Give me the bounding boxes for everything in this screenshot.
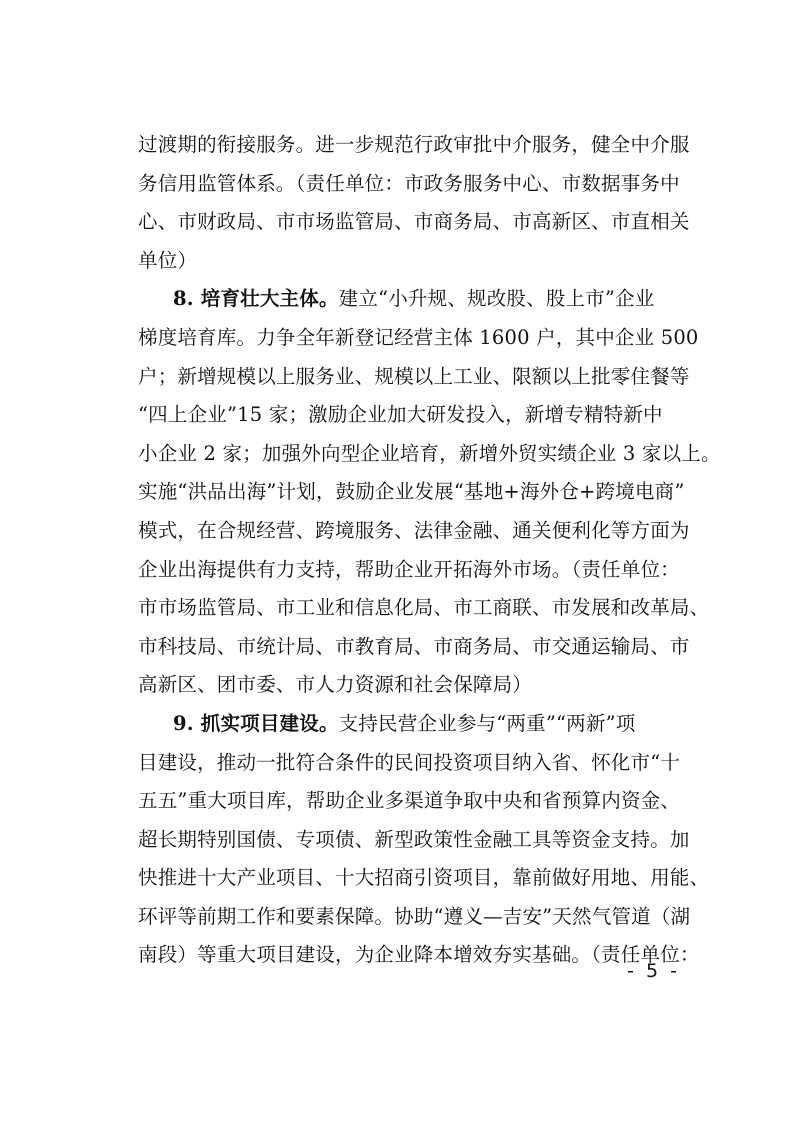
text-line: 高新区、团市委、市人力资源和社会保障局） <box>138 673 533 697</box>
page-number: - 5 - <box>627 960 680 982</box>
text-line: 务信用监管体系。（责任单位：市政务服务中心、市数据事务中 <box>138 171 680 195</box>
document-body <box>138 126 721 975</box>
text-line: “四上企业”15 家；激励企业加大研发投入，新增专精特新中 <box>138 403 663 427</box>
text-line: 户；新增规模以上服务业、规模以上工业、限额以上批零住餐等 <box>138 364 690 388</box>
text-line: 心、市财政局、市市场监管局、市商务局、市高新区、市直相关 <box>138 210 690 234</box>
text-line: 模式，在合规经营、跨境服务、法律金融、通关便利化等方面为 <box>138 518 690 542</box>
section-9-first-line <box>138 705 658 744</box>
section-8-text: 建立“小升规、规改股、股上市”企业 <box>338 287 655 311</box>
text-line: 五五”重大项目库，帮助企业多渠道争取中央和省预算内资金、 <box>138 789 681 813</box>
text-line: 环评等前期工作和要素保障。协助“遵义—吉安”天然气管道（湖 <box>138 904 691 928</box>
text-line: 市市场监管局、市工业和信息化局、市工商联、市发展和改革局、 <box>138 596 710 620</box>
section-8-heading: 8. 培育壮大主体。 <box>173 287 339 311</box>
text-line: 市科技局、市统计局、市教育局、市商务局、市交通运输局、市 <box>138 634 690 658</box>
section-9-text: 支持民营企业参与“两重”“两新”项 <box>338 711 636 735</box>
text-line: 实施“洪品出海”计划，鼓励企业发展“基地+海外仓+跨境电商” <box>138 480 685 504</box>
text-line: 小企业 2 家；加强外向型企业培育，新增外贸实绩企业 3 家以上。 <box>138 441 721 465</box>
text-line: 南段）等重大项目建设，为企业降本增效夯实基础。（责任单位： <box>138 943 700 967</box>
text-line: 目建设，推动一批符合条件的民间投资项目纳入省、怀化市“十 <box>138 750 681 774</box>
text-line: 超长期特别国债、专项债、新型政策性金融工具等资金支持。加 <box>138 827 690 851</box>
text-line: 梯度培育库。力争全年新登记经营主体 1600 户，其中企业 500 <box>138 325 699 349</box>
text-line: 快推进十大产业项目、十大招商引资项目，靠前做好用地、用能、 <box>138 866 710 890</box>
section-8-first-line <box>138 280 658 319</box>
text-line: 单位） <box>138 248 198 272</box>
section-9-heading: 9. 抓实项目建设。 <box>173 711 339 735</box>
text-line: 企业出海提供有力支持，帮助企业开拓海外市场。（责任单位： <box>138 557 680 581</box>
text-line: 过渡期的衔接服务。进一步规范行政审批中介服务，健全中介服 <box>138 133 690 156</box>
